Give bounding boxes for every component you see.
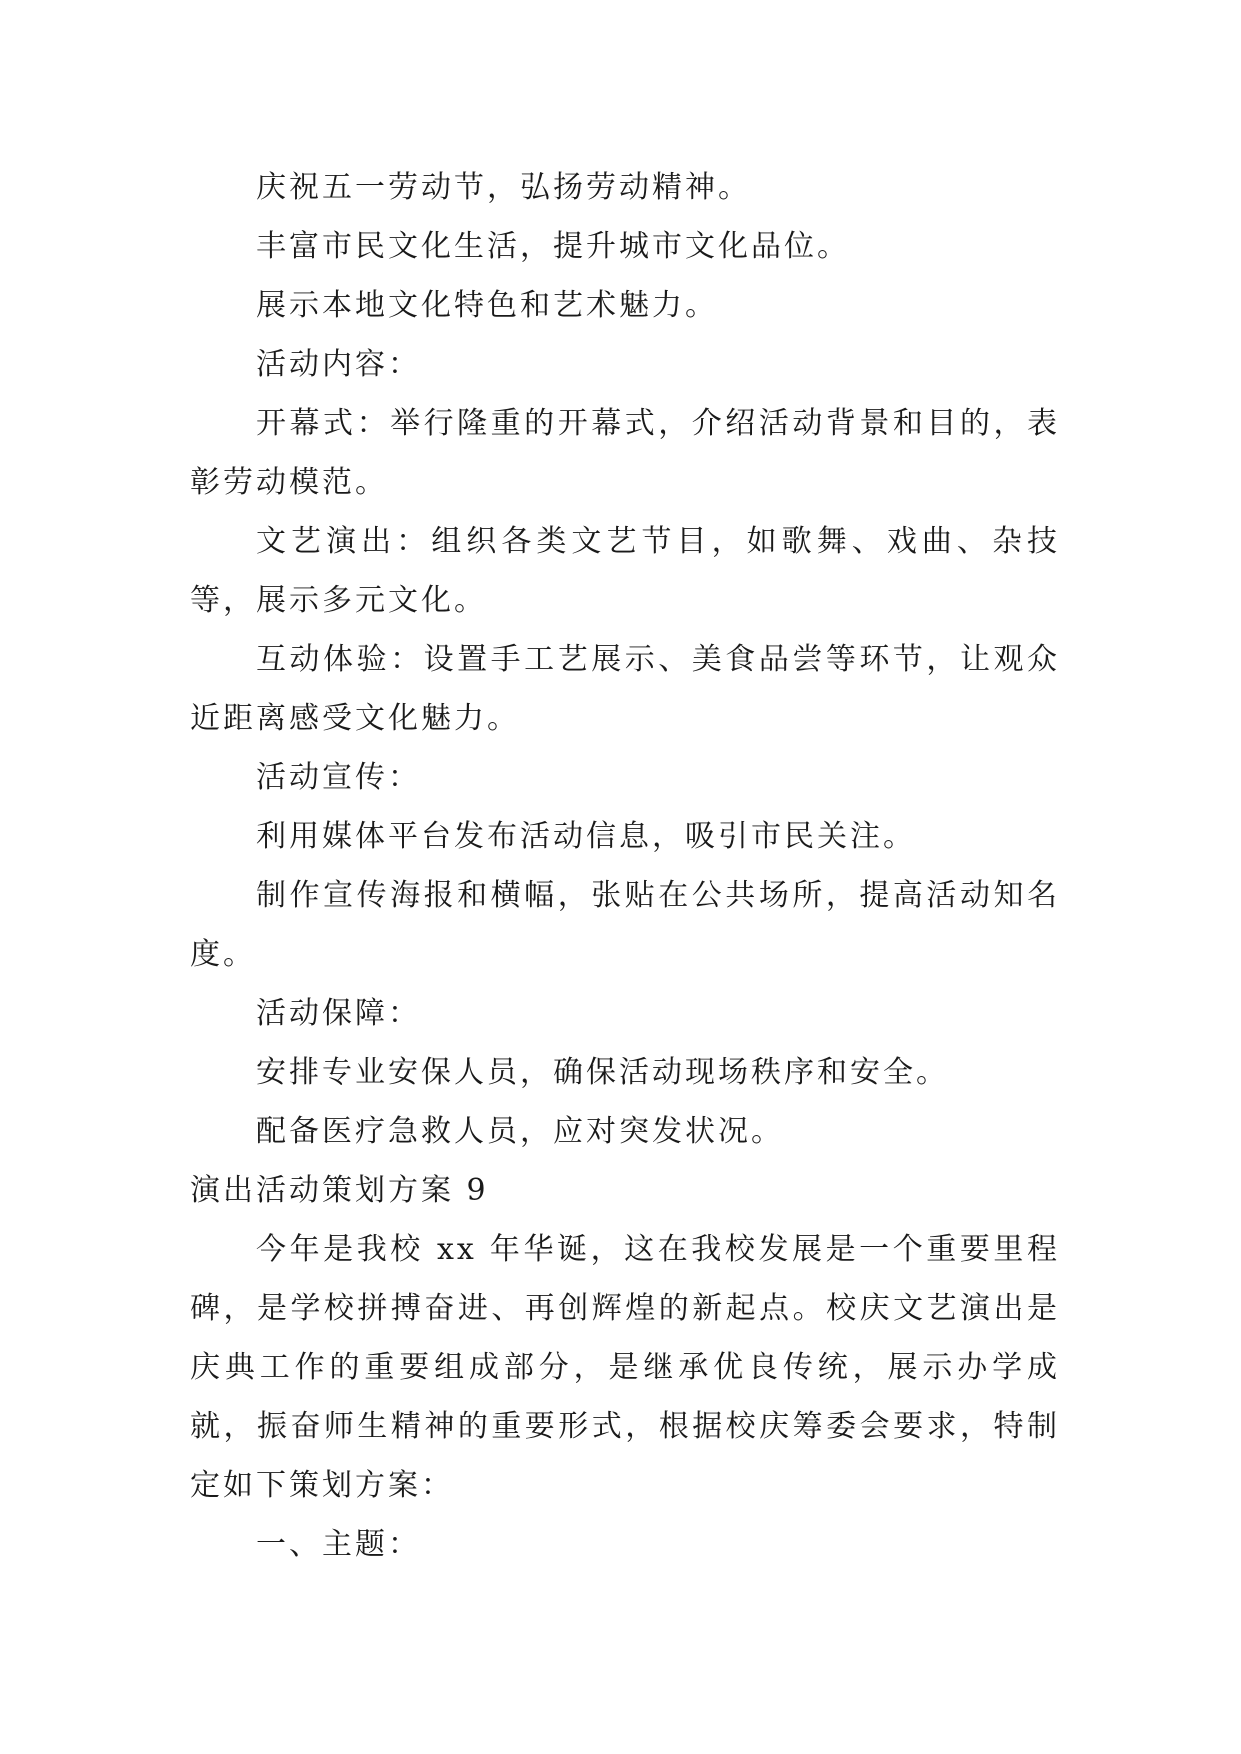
section-heading-theme: 一、主题： [256,1527,421,1562]
paragraph-intro: 今年是我校 xx 年华诞，这在我校发展是一个重要里程碑，是学校拼搏奋进、再创辉煌的新起点。校庆文艺演出是庆典工作的重要组成部分，是继承优良传统，展示办学成就，振奋师生精神的重要形式，根据校庆筹委会要求，特制定如下策划方案： [190,1232,1060,1503]
document-title-plan-9: 演出活动策划方案 9 [190,1173,489,1208]
paragraph-performance: 文艺演出：组织各类文艺节目，如歌舞、戏曲、杂技等，展示多元文化。 [190,524,1060,618]
section-heading-publicity: 活动宣传： [256,760,421,795]
section-heading-support: 活动保障： [256,996,421,1031]
section-heading-content: 活动内容： [256,347,421,382]
paragraph-media: 利用媒体平台发布活动信息，吸引市民关注。 [256,819,916,854]
paragraph-purpose-3: 展示本地文化特色和艺术魅力。 [256,288,718,323]
paragraph-purpose-1: 庆祝五一劳动节，弘扬劳动精神。 [256,170,751,205]
document-body [190,158,1060,1574]
paragraph-posters: 制作宣传海报和横幅，张贴在公共场所，提高活动知名度。 [190,878,1060,972]
paragraph-interactive: 互动体验：设置手工艺展示、美食品尝等环节，让观众近距离感受文化魅力。 [190,642,1060,736]
paragraph-security: 安排专业安保人员，确保活动现场秩序和安全。 [256,1055,949,1090]
paragraph-medical: 配备医疗急救人员，应对突发状况。 [256,1114,784,1149]
paragraph-purpose-2: 丰富市民文化生活，提升城市文化品位。 [256,229,850,264]
paragraph-opening: 开幕式：举行隆重的开幕式，介绍活动背景和目的，表彰劳动模范。 [190,406,1060,500]
